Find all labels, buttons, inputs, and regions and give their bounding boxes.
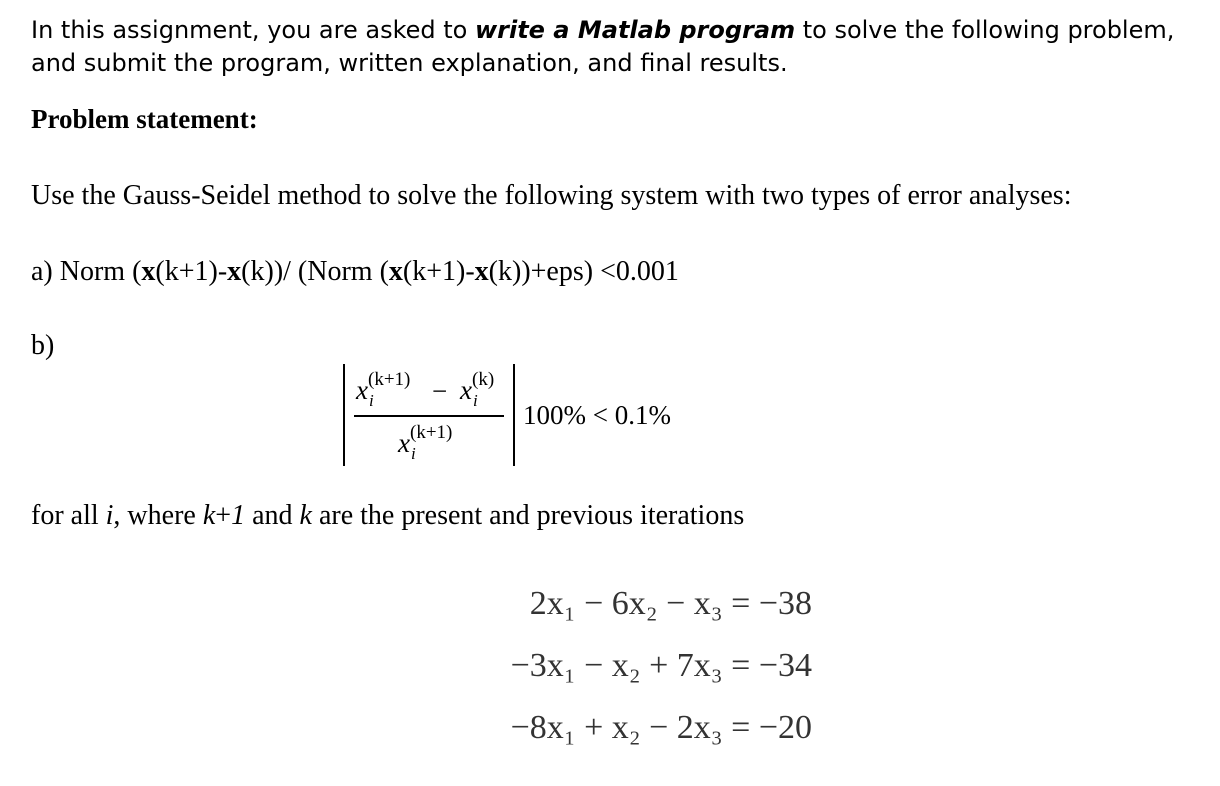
criterion-a-text: (k))+eps) <0.001 (488, 256, 679, 287)
intro-emphasis: write a Matlab program (474, 16, 796, 44)
relative-error-formula (342, 360, 722, 470)
criterion-a-text: (k))/ (Norm ( (241, 256, 389, 287)
task-description: Use the Gauss-Seidel method to solve the following system with two types of error analyses: (31, 180, 1072, 211)
criterion-a-text: (k+1)- (155, 256, 228, 287)
vector-x: x (141, 256, 156, 287)
formula-var: x (460, 375, 472, 405)
formula-subscript: i (473, 391, 478, 410)
formula-subscript: i (369, 391, 374, 410)
note-text: for all (31, 500, 106, 531)
assignment-intro (31, 14, 1206, 80)
vector-x: x (388, 256, 403, 287)
note-text: and (245, 500, 300, 531)
note-var-k: k (299, 500, 312, 531)
abs-bar-left (343, 364, 345, 466)
criterion-b-label: b) (31, 330, 55, 361)
criterion-a-text: a) Norm ( (31, 256, 142, 287)
iteration-note (31, 500, 744, 532)
equation-2: −3x₁ − x₂ + 7x₃ = −34 (510, 647, 812, 684)
fraction-line (354, 415, 504, 417)
abs-bar-right (513, 364, 515, 466)
note-text: + (215, 500, 232, 531)
note-var-one: 1 (231, 500, 246, 531)
criterion-a (31, 256, 679, 288)
intro-line-2: and submit the program, written explanation, and final results. (31, 49, 788, 77)
note-var-i: i (105, 500, 114, 531)
formula-var: x (398, 428, 410, 458)
note-text: , where (113, 500, 203, 531)
criterion-a-text: (k+1)- (402, 256, 475, 287)
formula-superscript: (k+1) (368, 369, 411, 390)
intro-text: In this assignment, you are asked to (31, 16, 475, 44)
equation-1: 2x₁ − 6x₂ − x₃ = −38 (529, 585, 812, 622)
formula-minus: − (432, 376, 448, 406)
formula-subscript: i (411, 444, 416, 463)
formula-superscript: (k) (472, 369, 495, 390)
formula-var: x (356, 375, 368, 405)
intro-text-end: to solve the following problem, (795, 16, 1175, 44)
intro-line-1 (31, 14, 1206, 47)
formula-threshold: 100% < 0.1% (523, 400, 671, 430)
formula-superscript: (k+1) (410, 422, 453, 443)
vector-x: x (227, 256, 242, 287)
note-var-k: k (202, 500, 216, 531)
problem-heading: Problem statement: (31, 104, 258, 134)
vector-x: x (474, 256, 489, 287)
equation-3: −8x₁ + x₂ − 2x₃ = −20 (510, 709, 812, 746)
note-text: are the present and previous iterations (311, 500, 745, 531)
